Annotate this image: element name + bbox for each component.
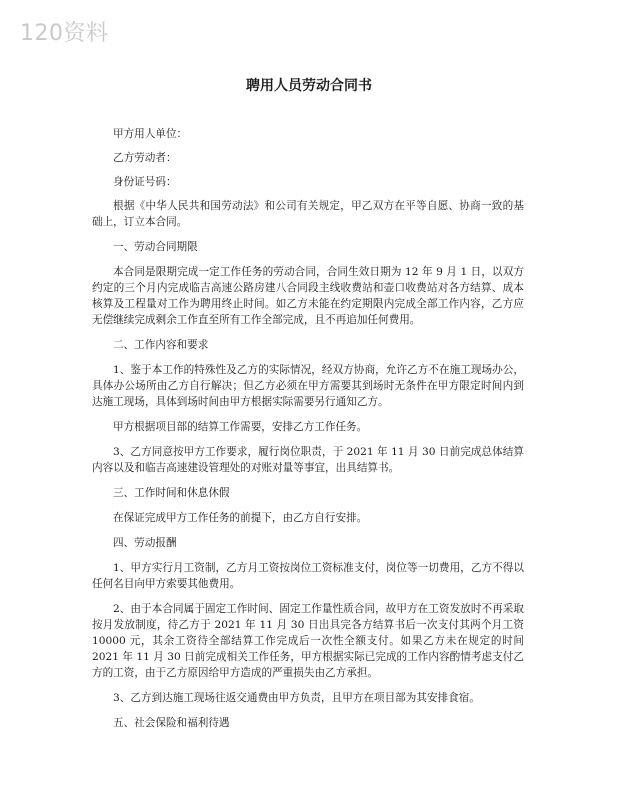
duties-paragraph-3: 3、乙方同意按甲方工作要求，履行岗位职责，于 2021 年 11 月 30 日前完成总体结算内容以及和临吉高速建设管理处的对账对量等事宜，出具结算书。 — [92, 446, 524, 474]
employer-field: 甲方用人单位： — [113, 128, 188, 140]
section-heading-pay: 四、劳动报酬 — [113, 537, 177, 549]
document-title: 聘用人员劳动合同书 — [246, 78, 372, 94]
section-heading-term: 一、劳动合同期限 — [113, 241, 198, 253]
section-heading-hours: 三、工作时间和休息休假 — [113, 487, 230, 499]
duties-paragraph-2: 甲方根据项目部的结算工作需要，安排乙方工作任务。 — [113, 421, 368, 433]
contract-body — [92, 126, 524, 731]
duties-paragraph-1: 1、鉴于本工作的特殊性及乙方的实际情况，经双方协商，允许乙方不在施工现场办公，具体办公场所由乙方自行解决；但乙方必须在甲方需要其到场时无条件在甲方限定时间内到达施工现场，具体到场时间由甲方根据实际需要另行通知乙方。 — [92, 364, 524, 408]
pay-paragraph-1: 1、甲方实行月工资制，乙方月工资按岗位工资标准支付，岗位等一切费用，乙方不得以任何名目向甲方索要其他费用。 — [92, 562, 524, 590]
intro-paragraph: 根据《中华人民共和国劳动法》和公司有关规定，甲乙双方在平等自愿、协商一致的基础上，订立本合同。 — [92, 200, 524, 228]
term-paragraph: 本合同是限期完成一定工作任务的劳动合同，合同生效日期为 12 年 9 月 1 日，以双方约定的三个月内完成临吉高速公路房建八合同段主线收费站和壶口收费站对各方结算、成本核算及工程量对工作为聘用终止时间。如乙方未能在约定期限内完成全部工作内容，乙方应无偿继续完成剩余工作直至所有工作全部完成，且不再追加任何费用。 — [92, 266, 524, 326]
employee-field: 乙方劳动者： — [113, 152, 177, 164]
section-heading-duties: 二、工作内容和要求 — [113, 339, 209, 351]
pay-paragraph-3: 3、乙方到达施工现场往返交通费由甲方负责，且甲方在项目部为其安排食宿。 — [113, 692, 480, 704]
section-heading-insurance: 五、社会保险和福利待遇 — [113, 717, 230, 729]
id-number-field: 身份证号码： — [113, 176, 177, 188]
hours-paragraph: 在保证完成甲方工作任务的前提下，由乙方自行安排。 — [113, 512, 368, 524]
watermark-logo: 120资料 — [20, 21, 109, 46]
pay-paragraph-2: 2、由于本合同属于固定工作时间、固定工作量性质合同，故甲方在工资发放时不再采取按月发放制度，待乙方于 2021 年 11 月 30 日出具完各方结算书后一次支付其两个月工资 10000 元，其余工资待全部结算工作完成后一次性全额支付。如果乙方未在规定的时间 2021 年 11 月 30 日前完成相关工作任务，甲方根据实际已完成的工作内容酌情考虑支付乙方的工资，由于乙方原因给甲方造成的严重损失由乙方承担。 — [92, 603, 524, 679]
